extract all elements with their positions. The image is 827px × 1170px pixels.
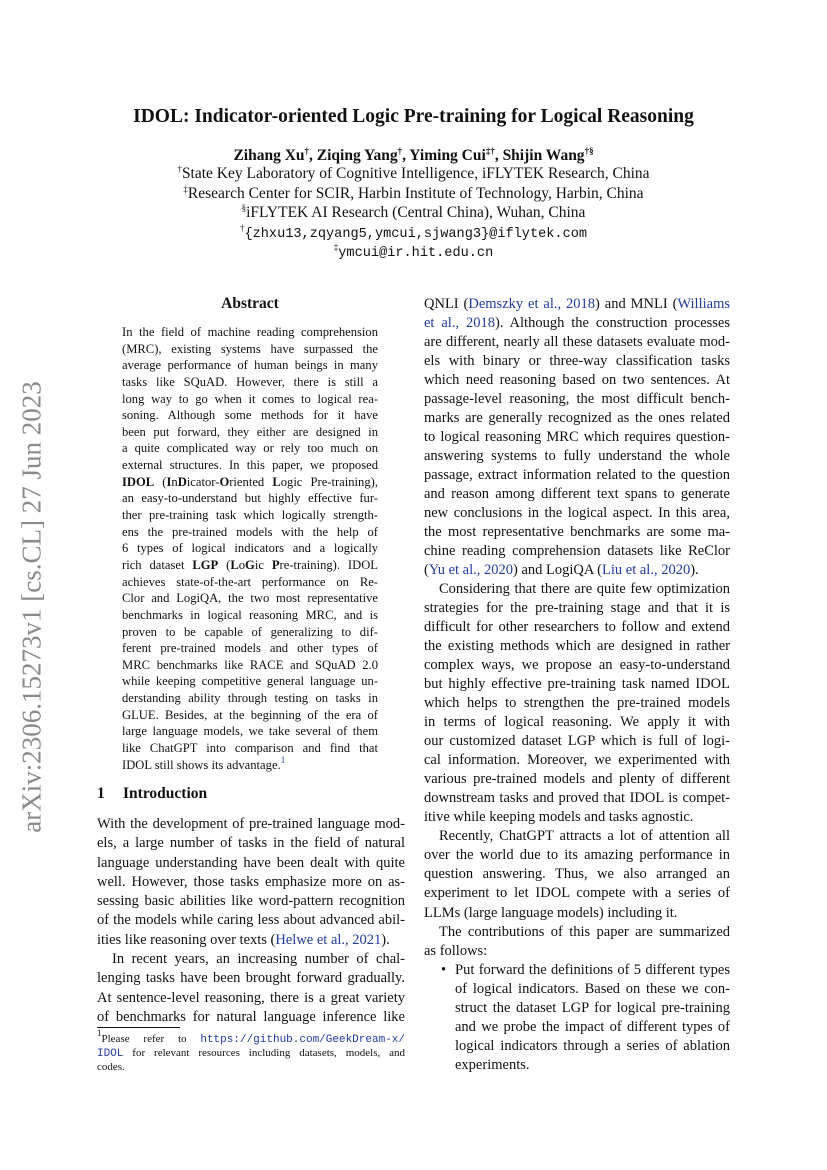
text-span: ). bbox=[381, 931, 390, 948]
affiliation-mark: ‡ bbox=[333, 242, 339, 252]
text-line: which need reasoning based on two sentences. At bbox=[424, 372, 730, 389]
text-span: ( bbox=[424, 562, 429, 579]
abstract-heading: Abstract bbox=[221, 295, 279, 312]
citation-link[interactable]: et al., bbox=[424, 315, 460, 332]
text-line: In the field of machine reading comprehension bbox=[122, 325, 378, 339]
text-line: derstanding ability through testing on tasks in bbox=[122, 691, 378, 706]
right-column bbox=[424, 295, 730, 1075]
text-line: achieves state-of-the-art performance on Re- bbox=[122, 574, 378, 589]
text-line: the existing methods which are designed in rather bbox=[424, 638, 730, 655]
text-line: strategies for the pre-training stage and that it is bbox=[424, 600, 730, 617]
email-text: ymcui@ir.hit.edu.cn bbox=[338, 246, 494, 261]
email-line bbox=[0, 243, 827, 261]
email-text: {zhxu13,zqyang5,ymcui,sjwang3}@iflytek.com bbox=[244, 227, 588, 242]
text-line: while keeping competitive general language un- bbox=[122, 674, 378, 689]
text-line: answering systems to fully understand the whole bbox=[424, 448, 730, 465]
text-line: ens the pre-trained models with the help of bbox=[122, 524, 378, 539]
citation-link[interactable]: Demszky et al., bbox=[468, 296, 562, 312]
text-span: for relevant resources including datasets, models, and bbox=[123, 1047, 405, 1059]
text-line: new conclusions in the logical aspect. In this area, bbox=[424, 505, 730, 522]
affiliation-line bbox=[0, 204, 827, 222]
text-line bbox=[122, 557, 378, 574]
text-line: soning. Although some methods for it have bbox=[122, 408, 378, 423]
text-span: ogic Pre-training), bbox=[280, 474, 378, 489]
text-line bbox=[122, 474, 378, 491]
text-line: a quite complicated way or rely too much on bbox=[122, 441, 378, 456]
text-line: our customized dataset LGP which is full of logi- bbox=[424, 733, 730, 750]
text-span: ities like reasoning over texts ( bbox=[97, 931, 276, 948]
footnote-rule bbox=[97, 1027, 180, 1028]
text-line: (MRC), existing systems have surpassed the bbox=[122, 341, 378, 356]
url-link[interactable]: https://github.com/GeekDream-x/ bbox=[200, 1034, 405, 1046]
text-span: ( bbox=[218, 557, 231, 572]
text-line: external structures. In this paper, we proposed bbox=[122, 458, 378, 473]
text-span: riented bbox=[229, 474, 273, 489]
text-line: logical indicators through a series of ablation bbox=[455, 1037, 730, 1054]
footnote-marker: 1 bbox=[97, 1028, 102, 1038]
text-line: MRC benchmarks like RACE and SQuAD 2.0 bbox=[122, 657, 378, 672]
text-span: ). bbox=[690, 562, 699, 579]
text-line: the most representative benchmarks are some ma- bbox=[424, 524, 730, 541]
text-line: large language models, we take several of them bbox=[122, 724, 378, 739]
affiliation-mark: † bbox=[239, 223, 245, 233]
text-line: The contributions of this paper are summarized bbox=[439, 923, 730, 940]
text-line: and we probe the impact of different types of bbox=[455, 1018, 730, 1035]
text-line: question answering. Thus, we also arranged an bbox=[424, 866, 730, 883]
text-span: QNLI ( bbox=[424, 296, 469, 312]
paper-title: IDOL: Indicator-oriented Logic Pre-training for Logical Reasoning bbox=[133, 106, 694, 127]
text-span: icator- bbox=[186, 474, 220, 489]
text-span: ) and LogiQA ( bbox=[513, 562, 603, 579]
author-name: Yiming Cui bbox=[409, 147, 486, 164]
text-line: Clor and LogiQA, the two most representative bbox=[122, 591, 378, 606]
section-number: 1 bbox=[97, 785, 105, 802]
affiliation-text: State Key Laboratory of Cognitive Intelligence, iFLYTEK Research, China bbox=[181, 165, 650, 182]
citation-link[interactable]: 2020 bbox=[484, 562, 514, 579]
text-span: LGP bbox=[192, 557, 219, 572]
text-line bbox=[97, 1028, 405, 1046]
citation-link[interactable]: Williams bbox=[677, 296, 730, 312]
text-line: average performance of human beings in many bbox=[122, 358, 378, 373]
footnote-marker[interactable]: 1 bbox=[280, 754, 286, 765]
text-line: itive while keeping models and tasks agnostic. bbox=[424, 809, 694, 826]
text-line: which helps to strengthen the pre-trained models bbox=[424, 695, 730, 712]
text-line: LLMs (large language models) including it. bbox=[424, 904, 678, 921]
text-line: proven to be capable of generalizing to dif- bbox=[122, 624, 378, 639]
affiliation-mark: † bbox=[397, 146, 403, 156]
text-line: At sentence-level reasoning, there is a great variety bbox=[97, 989, 405, 1006]
text-line: ther pre-training task which logically strength- bbox=[122, 508, 378, 523]
bullet-icon: • bbox=[441, 961, 447, 978]
introduction-left-column bbox=[97, 815, 405, 1027]
text-line: an easy-to-understand but highly effective fur- bbox=[122, 491, 378, 506]
text-line: sessing basic abilities like word-pattern recognition bbox=[97, 893, 405, 910]
text-span: IDOL still shows its advantage. bbox=[122, 757, 281, 772]
citation-link[interactable]: 2020 bbox=[661, 562, 691, 579]
text-line bbox=[97, 1046, 405, 1060]
text-line bbox=[122, 754, 378, 774]
affiliation-text: iFLYTEK AI Research (Central China), Wuhan, China bbox=[246, 204, 586, 221]
text-line bbox=[97, 931, 405, 950]
text-line: 6 types of logical indicators and a logically bbox=[122, 541, 378, 556]
text-line: various pre-trained models and plenty of different bbox=[424, 771, 730, 788]
text-line: to logical reasoning MRC which requires question- bbox=[424, 429, 730, 446]
text-line: and reason among different text spans to generate bbox=[424, 486, 730, 503]
text-line: cal information. Moreover, we experimented with bbox=[424, 752, 730, 769]
affiliation-mark: †§ bbox=[584, 146, 594, 156]
text-span: re-training). IDOL bbox=[279, 557, 378, 572]
text-span: ) and MNLI ( bbox=[595, 296, 678, 312]
text-line: lenging tasks have been brought forward gradually. bbox=[97, 970, 405, 987]
citation-link[interactable]: Liu et al., bbox=[602, 562, 658, 579]
affiliation-line bbox=[0, 185, 827, 203]
text-span: L bbox=[230, 557, 239, 572]
citation-link[interactable]: Yu et al., bbox=[428, 562, 481, 579]
text-span: Please refer to bbox=[101, 1033, 201, 1045]
arxiv-identifier: arXiv:2306.15273v1 [cs.CL] 27 Jun 2023 bbox=[16, 381, 47, 833]
footnote bbox=[97, 1028, 405, 1074]
affiliation-line bbox=[0, 165, 827, 183]
text-line: as follows: bbox=[424, 942, 488, 959]
text-line: downstream tasks and proved that IDOL is compet- bbox=[424, 790, 730, 807]
text-line: of the models while caring less about advanced abil- bbox=[97, 912, 405, 929]
text-line: passage, extract information related to the question bbox=[424, 467, 730, 484]
citation-link[interactable]: 2021 bbox=[352, 931, 382, 948]
url-link[interactable]: IDOL bbox=[97, 1048, 124, 1060]
text-line: els with binary or three-way classification tasks bbox=[424, 353, 730, 370]
text-line: benchmarks in logical reasoning MRC, and is bbox=[122, 607, 378, 622]
text-line: difficult for other researchers to follow and extend bbox=[424, 619, 730, 636]
text-line: experiments. bbox=[455, 1056, 530, 1073]
section-heading-introduction bbox=[97, 785, 207, 803]
affiliation-mark: † bbox=[177, 164, 182, 174]
text-line: ferent pre-trained models and other types of bbox=[122, 641, 378, 656]
author-name: Zihang Xu bbox=[233, 147, 305, 164]
text-line: passage-level reasoning, the most difficult bench- bbox=[424, 391, 730, 408]
text-line bbox=[424, 561, 730, 580]
text-line bbox=[424, 314, 730, 333]
text-line: marks are generally recognized as the ones related bbox=[424, 410, 730, 427]
text-span: rich dataset bbox=[122, 557, 193, 572]
email-line bbox=[0, 224, 827, 242]
author-name: Shijin Wang bbox=[502, 147, 585, 164]
affiliation-mark: † bbox=[304, 146, 310, 156]
text-span bbox=[459, 315, 466, 331]
section-title: Introduction bbox=[123, 785, 208, 802]
text-line: are different, nearly all these datasets evaluate mod- bbox=[424, 334, 730, 351]
text-line: well. However, those tasks emphasize more on as- bbox=[97, 873, 405, 890]
citation-link[interactable]: 2018 bbox=[466, 315, 495, 332]
text-line: language understanding have been dealt with quite bbox=[97, 854, 405, 871]
text-line: of logical indicators. Based on these we con- bbox=[455, 980, 730, 997]
text-line: With the development of pre-trained language mod- bbox=[97, 816, 405, 832]
affiliation-mark: ‡† bbox=[485, 146, 495, 156]
text-span: L bbox=[272, 474, 281, 489]
abstract-body bbox=[122, 324, 378, 773]
text-line: Considering that there are quite few optimization bbox=[439, 581, 730, 598]
affiliation-mark: § bbox=[241, 203, 247, 213]
text-line: but highly effective pre-training task named IDOL bbox=[424, 676, 730, 693]
text-span: P bbox=[271, 557, 280, 572]
text-line: In recent years, an increasing number of chal- bbox=[112, 951, 405, 968]
text-span: ( bbox=[154, 474, 167, 489]
text-span: D bbox=[177, 474, 187, 489]
author-name: Ziqing Yang bbox=[316, 147, 398, 164]
text-line: complex ways, we propose an easy-to-understand bbox=[424, 657, 730, 674]
text-line: been put forward, they either are designed in bbox=[122, 424, 378, 439]
text-line: like ChatGPT into comparison and find that bbox=[122, 741, 378, 756]
text-line: struct the dataset LGP for logical pre-training bbox=[455, 999, 730, 1016]
text-line: els, a large number of tasks in the field of natural bbox=[97, 835, 405, 852]
text-span: I bbox=[166, 474, 172, 489]
affiliation-mark: ‡ bbox=[183, 184, 188, 194]
text-span: IDOL bbox=[122, 474, 155, 489]
citation-link[interactable]: Helwe et al., bbox=[275, 931, 349, 948]
affiliation-text: Research Center for SCIR, Harbin Institute of Technology, Harbin, China bbox=[187, 185, 644, 202]
text-line bbox=[424, 295, 730, 314]
text-span: G bbox=[245, 557, 255, 572]
citation-link[interactable]: 2018 bbox=[566, 296, 596, 312]
text-line: over the world due to its amazing performance in bbox=[424, 847, 730, 864]
text-line: experiment to let IDOL compete with a series of bbox=[424, 885, 730, 902]
text-span: o bbox=[238, 557, 246, 572]
text-span: n bbox=[171, 474, 178, 489]
text-line: codes. bbox=[97, 1061, 125, 1073]
text-line: long way to go when it comes to logical rea- bbox=[122, 391, 378, 406]
text-line: GLUE. Besides, at the beginning of the era of bbox=[122, 707, 378, 722]
text-line: Put forward the definitions of 5 different types • bbox=[424, 961, 730, 980]
text-span: ic bbox=[254, 557, 272, 572]
text-line: Recently, ChatGPT attracts a lot of attention all bbox=[439, 828, 730, 845]
text-line: of benchmarks for natural language inference like bbox=[97, 1008, 405, 1025]
text-line: tasks like SQuAD. However, there is still a bbox=[122, 374, 378, 389]
text-line: in terms of logical reasoning. We apply it with bbox=[424, 714, 730, 731]
text-span: O bbox=[219, 474, 230, 489]
text-span: ). Although the construction processes bbox=[495, 315, 731, 332]
author-list: Zihang Xu†, Ziqing Yang†, Yiming Cui‡†, Shijin Wang†§ bbox=[233, 146, 594, 164]
text-line: chine reading comprehension datasets like ReClor bbox=[424, 543, 730, 560]
